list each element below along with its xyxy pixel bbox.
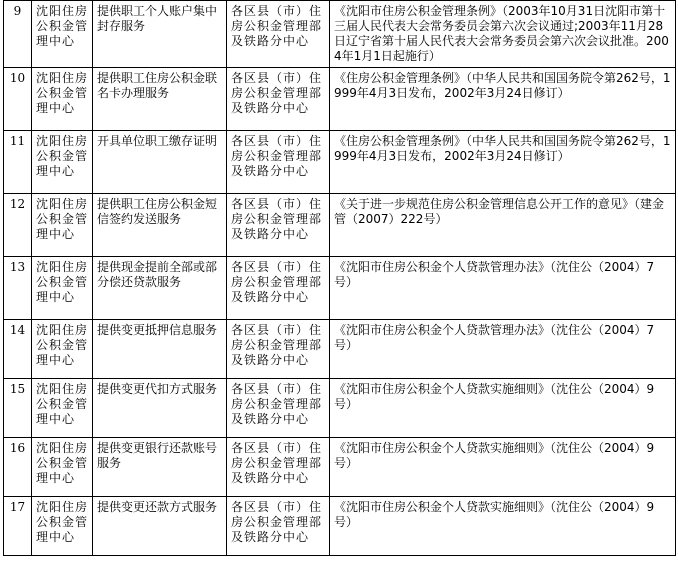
org-cell: 沈阳住房公积金管理中心 — [32, 131, 93, 194]
org-cell: 沈阳住房公积金管理中心 — [32, 68, 93, 131]
basis-cell: 《沈阳市住房公积金管理条例》（2003年10月31日沈阳市第十三届人民代表大会常务委员会第六次会议通过;2003年11月28日辽宁省第十届人民代表大会常务委员会第六次会议批准。2004年1月1日起施行） — [330, 1, 676, 68]
basis-cell: 《沈阳市住房公积金个人贷款管理办法》（沈住公（2004）7号） — [330, 257, 676, 320]
dept-cell: 各区县（市）住房公积金管理部及铁路分中心 — [227, 320, 330, 379]
table-row — [4, 194, 676, 257]
basis-cell: 《住房公积金管理条例》（中华人民共和国国务院令第262号，1999年4月3日发布，2002年3月24日修订） — [330, 131, 676, 194]
dept-cell: 各区县（市）住房公积金管理部及铁路分中心 — [227, 194, 330, 257]
basis-cell: 《关于进一步规范住房公积金管理信息公开工作的意见》（建金管（2007）222号） — [330, 194, 676, 257]
table-row — [4, 257, 676, 320]
row-index: 15 — [4, 379, 32, 438]
service-cell: 开具单位职工缴存证明 — [93, 131, 227, 194]
row-index: 17 — [4, 497, 32, 556]
org-cell: 沈阳住房公积金管理中心 — [32, 320, 93, 379]
basis-cell: 《沈阳市住房公积金个人贷款管理办法》（沈住公（2004）7号） — [330, 320, 676, 379]
dept-cell: 各区县（市）住房公积金管理部及铁路分中心 — [227, 257, 330, 320]
org-cell: 沈阳住房公积金管理中心 — [32, 438, 93, 497]
row-index: 10 — [4, 68, 32, 131]
dept-cell: 各区县（市）住房公积金管理部及铁路分中心 — [227, 497, 330, 556]
service-cell: 提供变更抵押信息服务 — [93, 320, 227, 379]
row-index: 16 — [4, 438, 32, 497]
basis-cell: 《沈阳市住房公积金个人贷款实施细则》（沈住公（2004）9号） — [330, 497, 676, 556]
basis-cell: 《沈阳市住房公积金个人贷款实施细则》（沈住公（2004）9号） — [330, 438, 676, 497]
service-cell: 提供职工住房公积金联名卡办理服务 — [93, 68, 227, 131]
table-row — [4, 1, 676, 68]
org-cell: 沈阳住房公积金管理中心 — [32, 1, 93, 68]
dept-cell: 各区县（市）住房公积金管理部及铁路分中心 — [227, 438, 330, 497]
basis-cell: 《沈阳市住房公积金个人贷款实施细则》（沈住公（2004）9号） — [330, 379, 676, 438]
dept-cell: 各区县（市）住房公积金管理部及铁路分中心 — [227, 379, 330, 438]
service-cell: 提供变更代扣方式服务 — [93, 379, 227, 438]
table-row — [4, 320, 676, 379]
row-index: 14 — [4, 320, 32, 379]
org-cell: 沈阳住房公积金管理中心 — [32, 194, 93, 257]
table-row — [4, 438, 676, 497]
service-cell: 提供现金提前全部或部分偿还贷款服务 — [93, 257, 227, 320]
org-cell: 沈阳住房公积金管理中心 — [32, 497, 93, 556]
service-cell: 提供职工住房公积金短信签约发送服务 — [93, 194, 227, 257]
dept-cell: 各区县（市）住房公积金管理部及铁路分中心 — [227, 68, 330, 131]
row-index: 13 — [4, 257, 32, 320]
service-cell: 提供变更银行还款账号服务 — [93, 438, 227, 497]
row-index: 11 — [4, 131, 32, 194]
service-cell: 提供变更还款方式服务 — [93, 497, 227, 556]
service-table — [3, 0, 676, 556]
dept-cell: 各区县（市）住房公积金管理部及铁路分中心 — [227, 1, 330, 68]
row-index: 9 — [4, 1, 32, 68]
table-row — [4, 68, 676, 131]
table-row — [4, 131, 676, 194]
service-cell: 提供职工个人账户集中封存服务 — [93, 1, 227, 68]
row-index: 12 — [4, 194, 32, 257]
org-cell: 沈阳住房公积金管理中心 — [32, 379, 93, 438]
table-row — [4, 497, 676, 556]
dept-cell: 各区县（市）住房公积金管理部及铁路分中心 — [227, 131, 330, 194]
org-cell: 沈阳住房公积金管理中心 — [32, 257, 93, 320]
basis-cell: 《住房公积金管理条例》（中华人民共和国国务院令第262号，1999年4月3日发布，2002年3月24日修订） — [330, 68, 676, 131]
table-row — [4, 379, 676, 438]
